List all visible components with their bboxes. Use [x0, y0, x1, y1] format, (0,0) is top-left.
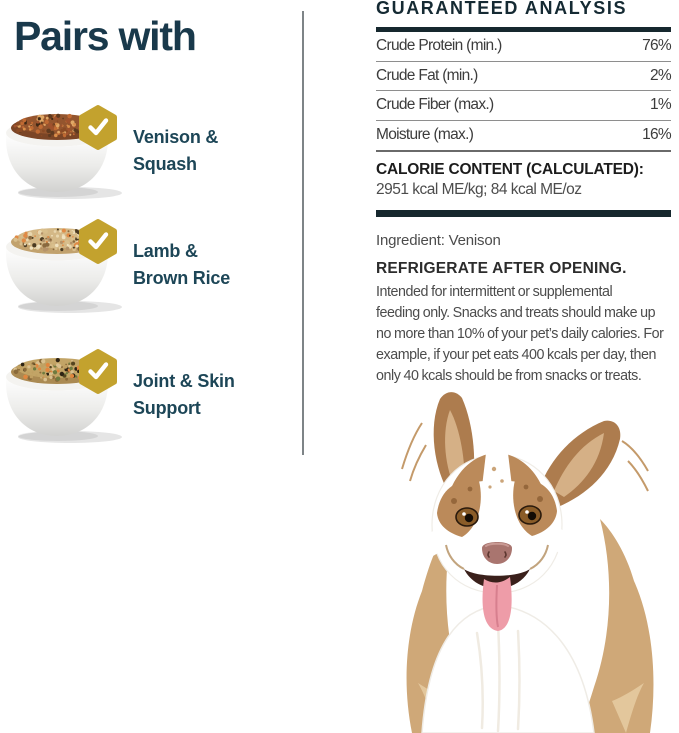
- pair-item-lamb-brown-rice: [0, 218, 303, 318]
- feeding-note: Intended for intermittent or supplemental feeding only. Snacks and treats should make up no more than 10% of your pet’s daily calories. For example, if your pet eats 400 kcals per day, then only 40 kcals should be from snacks or treats.: [376, 284, 664, 384]
- analysis-section: [376, 0, 671, 387]
- calorie-content-title: CALORIE CONTENT (CALCULATED):: [376, 161, 644, 178]
- table-row: [376, 121, 671, 151]
- ingredient-line: Ingredient: Venison: [376, 232, 501, 249]
- table-row: [376, 91, 671, 121]
- guaranteed-analysis-title: GUARANTEED ANALYSIS: [376, 0, 628, 18]
- pair-item-label: Joint & Skin Support: [133, 371, 235, 418]
- pairs-title: Pairs with: [14, 13, 196, 59]
- storage-heading: REFRIGERATE AFTER OPENING.: [376, 260, 627, 277]
- section-divider-bar: [376, 210, 671, 217]
- row-value: 2%: [649, 66, 671, 84]
- check-badge-icon: [77, 218, 119, 265]
- row-label: Crude Fiber (max.): [376, 96, 494, 114]
- pair-item-joint-skin-support: [0, 348, 303, 448]
- vertical-divider: [302, 11, 304, 455]
- pair-item-label: Venison & Squash: [133, 127, 219, 174]
- calorie-content-value: 2951 kcal ME/kg; 84 kcal ME/oz: [376, 181, 582, 198]
- row-label: Moisture (max.): [376, 126, 474, 144]
- pair-item-label: Lamb & Brown Rice: [133, 241, 231, 288]
- row-label: Crude Protein (min.): [376, 37, 502, 55]
- row-value: 76%: [642, 37, 671, 55]
- check-badge-icon: [77, 104, 119, 151]
- check-badge-icon: [77, 348, 119, 395]
- table-row: [376, 32, 671, 62]
- row-value: 1%: [649, 96, 671, 114]
- guaranteed-analysis-table: [376, 32, 671, 152]
- pair-item-venison-squash: [0, 104, 303, 204]
- dog-photo: [381, 383, 679, 733]
- row-label: Crude Fat (min.): [376, 66, 478, 84]
- table-row: [376, 62, 671, 92]
- row-value: 16%: [642, 126, 671, 144]
